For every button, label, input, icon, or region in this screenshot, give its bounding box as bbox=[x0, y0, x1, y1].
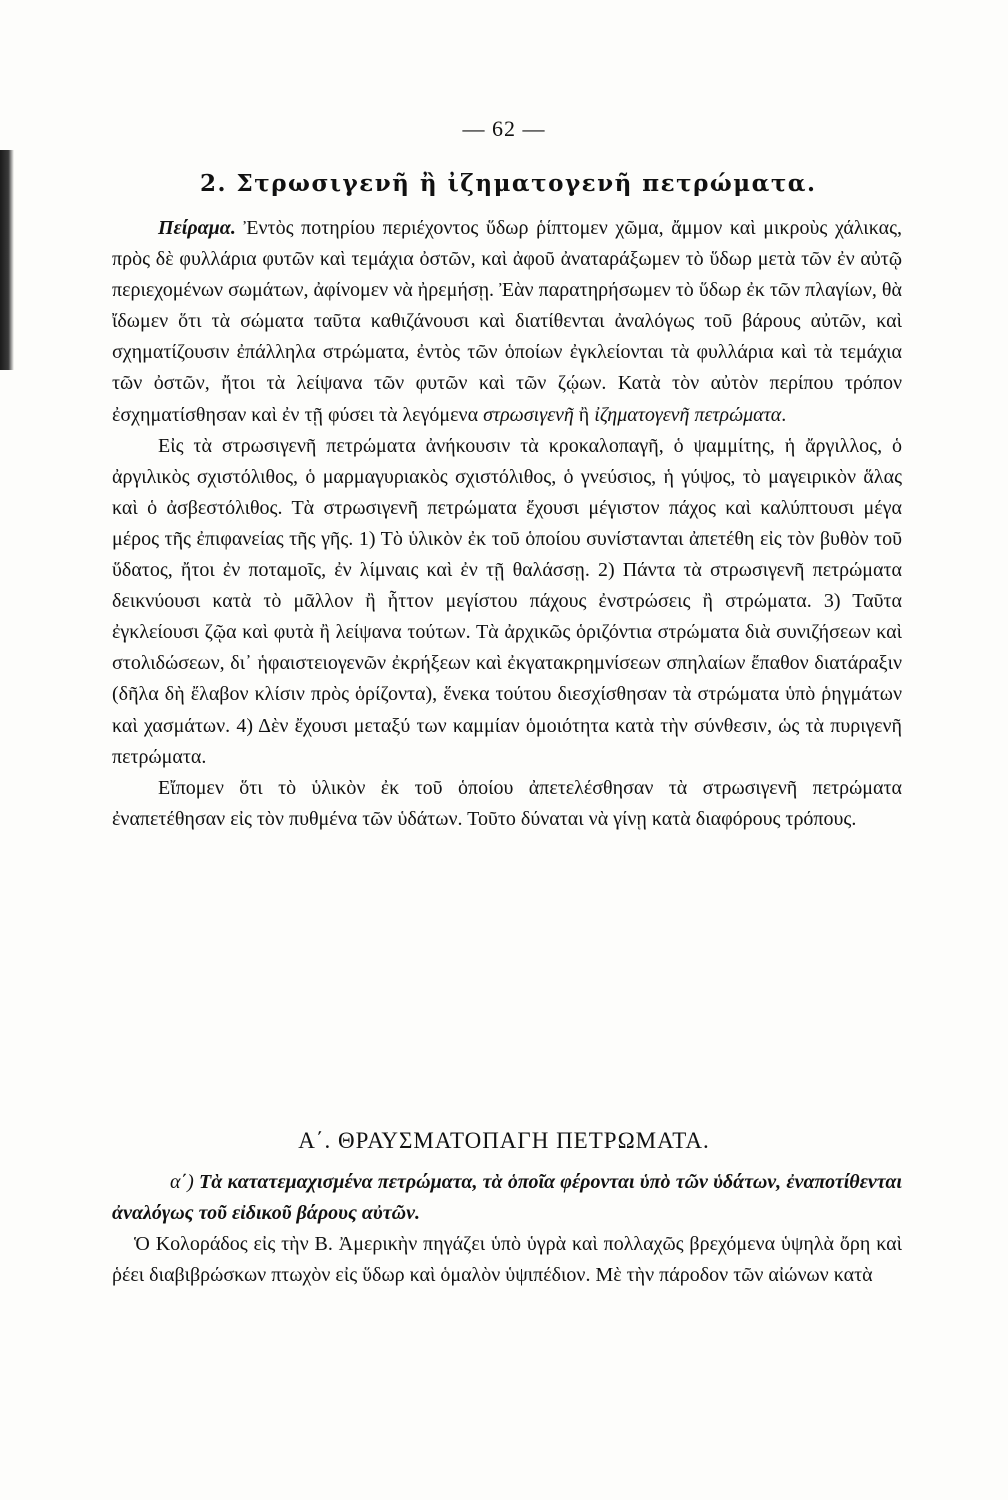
term-sedimentary: ἰζηματογενῆ πετρώματα bbox=[594, 403, 782, 426]
subsection-title-text: Τὰ κατατεμαχισμένα πετρώματα, τὰ ὁποῖα φέρονται ὑπὸ τῶν ὑδάτων, ἐναποτίθενται ἀναλόγως τοῦ εἰδικοῦ βάρους αὐτῶν. bbox=[112, 1171, 902, 1225]
paragraph-deposition: Εἴπομεν ὅτι τὸ ὑλικὸν ἐκ τοῦ ὁποίου ἀπετελέσθησαν τὰ στρωσιγενῆ πετρώματα ἐναπετέθησαν εἰς τὸν πυθμένα τῶν ὑδάτων. Τοῦτο δύναται νὰ γίνῃ κατὰ διαφόρους τρόπους. bbox=[112, 776, 902, 830]
page-number: — 62 — bbox=[462, 116, 546, 141]
paragraph-rock-types: Εἰς τὰ στρωσιγενῆ πετρώματα ἀνήκουσιν τὰ κροκαλοπαγῆ, ὁ ψαμμίτης, ἡ ἄργιλλος, ὁ ἀργιλικὸς σχιστόλιθος, ὁ μαρμαγυριακὸς σχιστόλιθος, ὁ γνεύσιος, ἡ γύψος, τὸ μαγειρικὸν ἅλας καὶ ὁ ἀσβεστόλιθος. Τὰ στρωσιγενῆ πετρώματα ἔχουσι μέγιστον πάχος καὶ καλύπτουσι μέγα μέρος τῆς ἐπιφανείας τῆς γῆς. 1) Τὸ ὑλικὸν ἐκ τοῦ ὁποίου συνίστανται ἀπετέθη εἰς τὸν βυθὸν τοῦ ὕδατος, ἤτοι ἐν ποταμοῖς, ἐν λίμναις καὶ ἐν τῇ θαλάσσῃ. 2) Πάντα τὰ στρωσιγενῆ πετρώματα δεικνύουσι κατὰ τὸ μᾶλλον ἢ ἧττον μεγίστου πάχους ἐνστρώσεις ἢ στρώματα. 3) Ταῦτα ἐγκλείουσι ζῷα καὶ φυτὰ ἢ λείψανα τούτων. Τὰ ἀρχικῶς ὁριζόντια στρώματα διὰ συνιζήσεων καὶ στολιδώσεων, δι᾿ ἡφαιστειογενῶν ἐκρήξεων καὶ ἐκγατακρημνίσεων σπηλαίων ἔπαθον διατάραξιν (δῆλα δὴ ἔλαβον κλίσιν πρὸς ὁρίζοντα), ἕνεκα τούτου διεσχίσθησαν τὰ στρώματα ὑπὸ ῥηγμάτων καὶ χασμάτων. 4) Δὲν ἔχουσι μεταξύ των καμμίαν ὁμοιότητα κατὰ τὴν σύνθεσιν, ὡς τὰ πυριγενῆ πετρώματα. bbox=[112, 434, 902, 768]
main-text bbox=[112, 213, 902, 835]
experiment-lead: Πείραμα. bbox=[158, 217, 236, 239]
paragraph-experiment bbox=[112, 213, 902, 431]
subsection-title bbox=[112, 1167, 902, 1229]
section-heading: 2. Στρωσιγενῆ ἢ ἰζηματογενῆ πετρώματα. bbox=[200, 170, 817, 197]
experiment-text-end: . bbox=[781, 403, 787, 426]
experiment-text-or: ἢ bbox=[573, 403, 595, 426]
experiment-text: Ἐντὸς ποτηρίου περιέχοντος ὕδωρ ῥίπτομεν χῶμα, ἄμμον καὶ μικροὺς χάλικας, πρὸς δὲ φυλλάρια φυτῶν καὶ τεμάχια ὀστῶν, καὶ ἀφοῦ ἀναταράξωμεν τὸ ὕδωρ μετὰ τῶν ἐν αὐτῷ περιεχομένων σωμάτων, ἀφίνομεν νὰ ἠρεμήσῃ. Ἐὰν παρατηρήσωμεν τὸ ὕδωρ ἐκ τῶν πλαγίων, θὰ ἴδωμεν ὅτι τὰ σώματα ταῦτα καθιζάνουσι καὶ διατίθενται ἀναλόγως τοῦ βάρους αὐτῶν, καὶ σχηματίζουσιν ἐπάλληλα στρώματα, ἐντὸς τῶν ὁποίων ἐγκλείονται τὰ φυλλάρια καὶ τὰ τεμάχια τῶν ὀστῶν, ἤτοι τὰ λείψανα τῶν φυτῶν καὶ τῶν ζῴων. Κατὰ τὸν αὐτὸν περίπου τρόπον ἐσχηματίσθησαν καὶ ἐν τῇ φύσει τὰ λεγόμενα bbox=[112, 217, 902, 426]
binding-edge-shadow bbox=[0, 150, 14, 370]
subsection-heading: Α΄. ΘΡΑΥΣΜΑΤΟΠΑΓΗ ΠΕΤΡΩΜΑΤΑ. bbox=[298, 1128, 710, 1153]
term-stratified: στρωσιγενῆ bbox=[483, 403, 574, 426]
subsection-marker: α΄) bbox=[170, 1171, 194, 1193]
subsection-body: Ὁ Κολοράδος εἰς τὴν Β. Ἀμερικὴν πηγάζει ὑπὸ ὑγρὰ καὶ πολλαχῶς βρεχόμενα ὑψηλὰ ὄρη καὶ ῥέει διαβιβρώσκων πτωχὸν εἰς ὕδωρ καὶ ὁμαλὸν ὑψιπέδιον. Μὲ τὴν πάροδον τῶν αἰώνων κατὰ bbox=[112, 1233, 902, 1287]
subsection-text bbox=[112, 1167, 902, 1291]
